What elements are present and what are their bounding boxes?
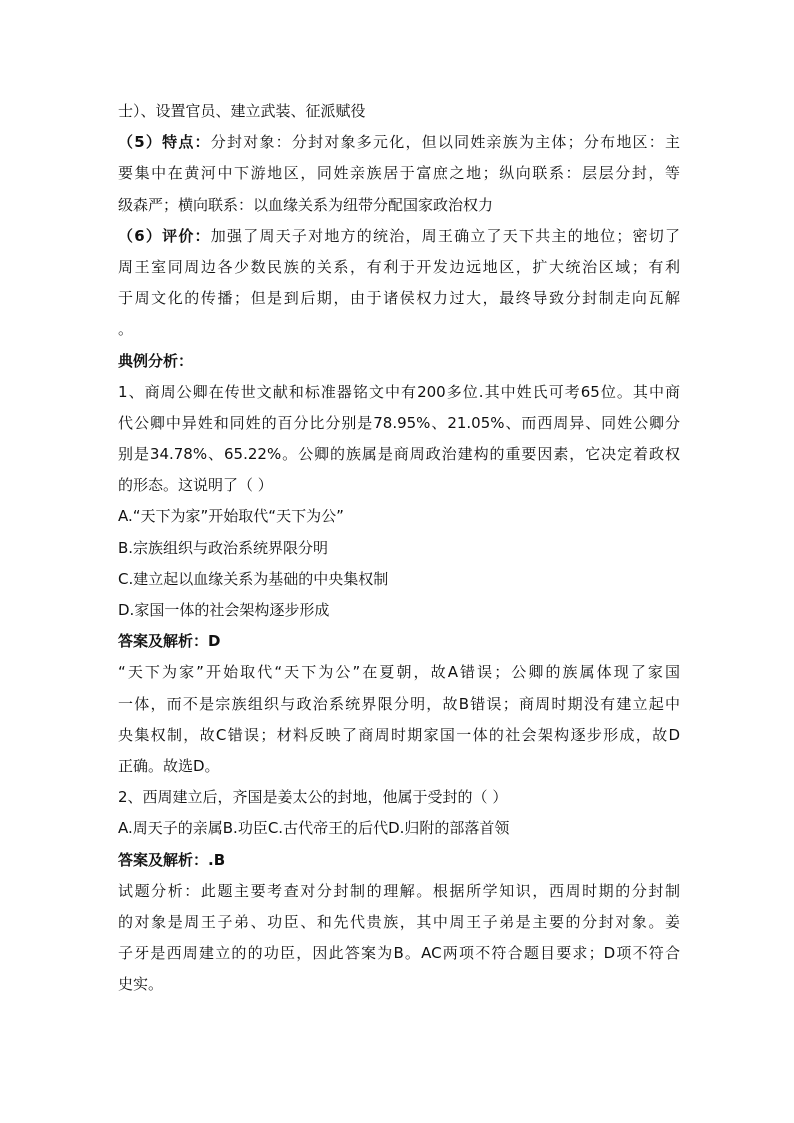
line-text: 正确。故选D。: [118, 756, 220, 775]
line-heading: 答案及解析：D: [118, 632, 221, 651]
text-line: [118, 190, 680, 221]
line-text: 2、西周建立后，齐国是姜太公的封地，他属于受封的（ ）: [118, 788, 508, 807]
line-text: A.“天下为家”开始取代“天下为公”: [118, 507, 344, 526]
text-line: [118, 969, 680, 1000]
text-line: [118, 907, 680, 938]
line-text: D.家国一体的社会架构逐步形成: [118, 601, 330, 619]
line-text: 士）、设置官员、建立武装、征派赋役: [118, 102, 366, 120]
line-text: 于周文化的传播；但是到后期，由于诸侯权力过大，最终导致分封制走向瓦解: [118, 289, 680, 308]
text-line: [118, 127, 680, 158]
text-line: [118, 470, 680, 501]
line-text: 1、商周公卿在传世文献和标准器铭文中有200多位.其中姓氏可考65位。其中商: [118, 382, 680, 401]
line-text: 央集权制，故C错误；材料反映了商周时期家国一体的社会架构逐步形成，故D: [118, 725, 680, 744]
line-heading: 典例分析：: [118, 351, 194, 370]
line-text: “天下为家”开始取代“天下为公”在夏朝，故A错误；公卿的族属体现了家国: [118, 663, 680, 682]
text-line: [118, 876, 680, 907]
text-line: [118, 96, 680, 127]
line-text: 分封对象：分封对象多元化，但以同姓亲族为主体；分布地区：主: [210, 133, 680, 152]
option-a: [118, 501, 680, 532]
text-line: [118, 689, 680, 720]
line-text: 别是34.78%、65.22%。公卿的族属是商周政治建构的重要因素，它决定着政权: [118, 445, 680, 464]
line-text: 级森严；横向联系：以血缘关系为纽带分配国家政治权力: [118, 195, 494, 214]
line-heading: 答案及解析：.B: [118, 850, 226, 869]
line-text: A.周天子的亲属B.功臣C.古代帝王的后代D.归附的部落首领: [118, 819, 510, 838]
text-line: [118, 439, 680, 470]
answer-heading: [118, 845, 680, 876]
text-line: [118, 938, 680, 969]
option-d: [118, 595, 680, 626]
answer-heading: [118, 626, 680, 657]
section-heading: [118, 346, 680, 377]
line-heading: （6）评价：: [118, 226, 211, 245]
line-text: 加强了周天子对地方的统治，周王确立了天下共主的地位；密切了: [210, 226, 680, 245]
line-text: 。: [118, 320, 134, 339]
option-b: [118, 533, 680, 564]
line-text: 子牙是西周建立的的功臣，因此答案为B。AC两项不符合题目要求；D项不符合: [118, 944, 680, 963]
line-text: 的形态。这说明了（ ）: [118, 476, 273, 495]
line-text: 代公卿中异姓和同姓的百分比分别是78.95%、21.05%、而西周异、同姓公卿分: [118, 413, 680, 432]
text-line: [118, 377, 680, 408]
option-c: [118, 564, 680, 595]
question-2: [118, 782, 680, 813]
text-line: [118, 221, 680, 252]
line-text: 要集中在黄河中下游地区，同姓亲族居于富庶之地；纵向联系：层层分封，等: [118, 164, 680, 183]
line-text: 周王室同周边各少数民族的关系，有利于开发边远地区，扩大统治区域；有利: [118, 257, 680, 276]
text-line: [118, 751, 680, 782]
document-page: [118, 96, 680, 1000]
text-line: [118, 657, 680, 688]
line-text: B.宗族组织与政治系统界限分明: [118, 538, 329, 557]
text-line: [118, 158, 680, 189]
line-text: 史实。: [118, 975, 164, 994]
line-heading: （5）特点：: [118, 133, 211, 152]
line-text: 一体，而不是宗族组织与政治系统界限分明，故B错误；商周时期没有建立起中: [118, 694, 680, 713]
text-line: [118, 720, 680, 751]
line-text: 试题分析：此题主要考查对分封制的理解。根据所学知识，西周时期的分封制: [118, 881, 680, 900]
text-line: [118, 252, 680, 283]
text-line: [118, 283, 680, 314]
line-text: 的对象是周王子弟、功臣、和先代贵族，其中周王子弟是主要的分封对象。姜: [118, 912, 680, 931]
text-line: [118, 408, 680, 439]
line-text: C.建立起以血缘关系为基础的中央集权制: [118, 569, 389, 588]
text-line: [118, 314, 680, 345]
question-2-options: [118, 813, 680, 844]
